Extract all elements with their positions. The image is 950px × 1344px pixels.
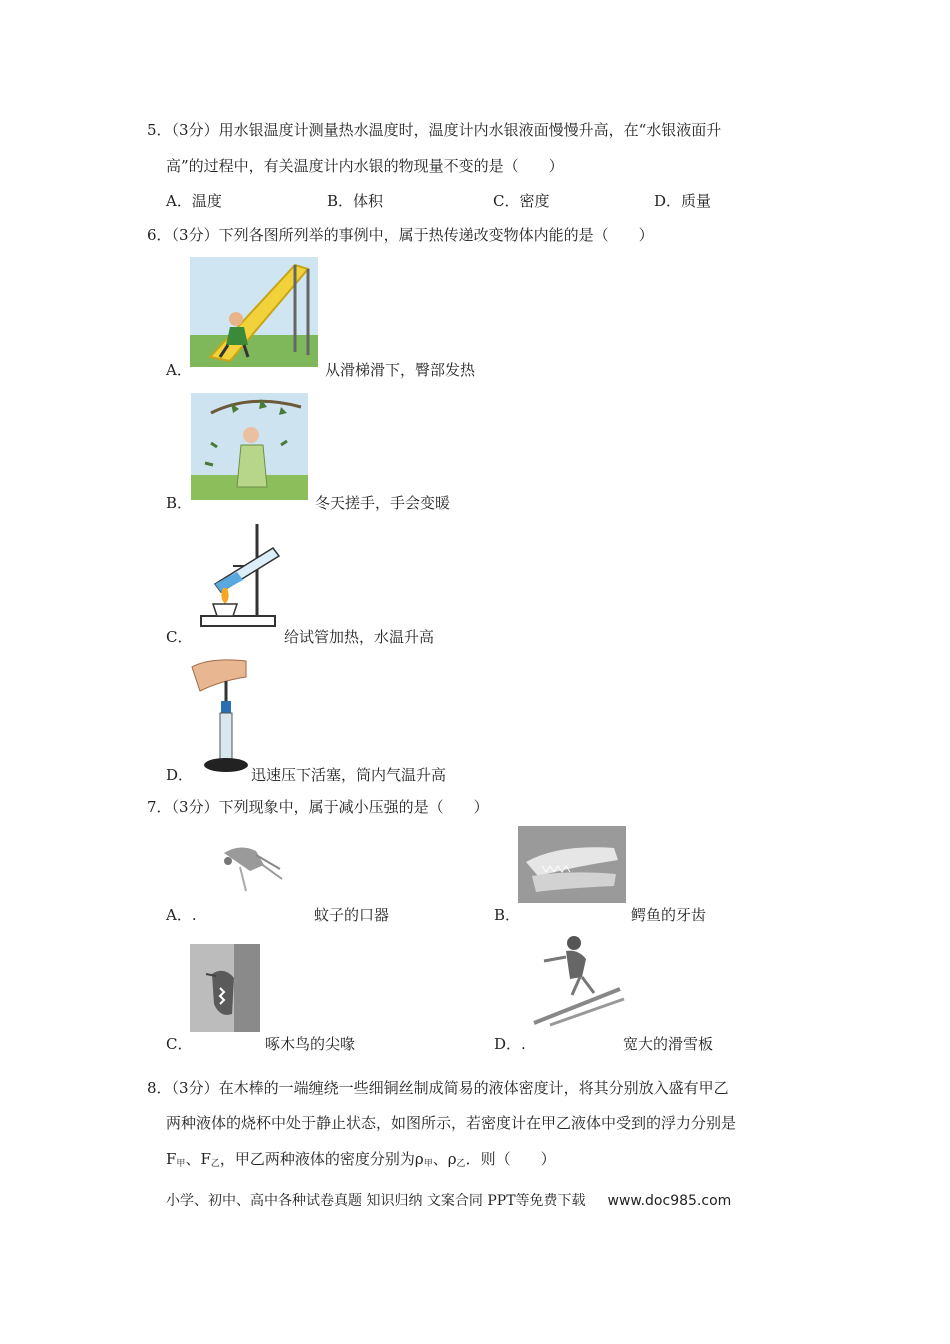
q8-line-1: 8．（3分）在木棒的一端缠绕一些细铜丝制成简易的液体密度计，将其分别放入盛有甲乙 bbox=[147, 1079, 729, 1097]
q7-stem: 7．（3分）下列现象中，属于减小压强的是（ ） bbox=[147, 798, 489, 816]
q8-line-2: 两种液体的烧杯中处于静止状态，如图所示，若密度计在甲乙液体中受到的浮力分别是 bbox=[166, 1114, 737, 1132]
q7-option-d-label: D．. bbox=[494, 1035, 526, 1053]
q7-option-c-label: C． bbox=[166, 1035, 193, 1053]
q7-option-c-text: 啄木鸟的尖喙 bbox=[265, 1035, 356, 1053]
q8-line-3: $F_甲$、$F_乙$，甲乙两种液体的密度分别为$\rho_甲$、$\rho_乙$．则（ ） bbox=[166, 1150, 556, 1169]
q5-option-d: D．质量 bbox=[654, 192, 712, 210]
rubbing-hands-icon bbox=[191, 393, 308, 500]
q7-option-a-text: 蚊子的口器 bbox=[314, 906, 390, 924]
crocodile-icon bbox=[518, 826, 626, 903]
skier-icon bbox=[530, 933, 626, 1029]
q5-line-1: 5．（3分）用水银温度计测量热水温度时，温度计内水银液面慢慢升高，在“水银液面升 bbox=[147, 121, 722, 139]
piston-cylinder-icon bbox=[190, 657, 250, 777]
test-tube-heating-icon bbox=[193, 522, 281, 632]
q6-option-b-text: 冬天搓手，手会变暖 bbox=[315, 494, 451, 512]
mosquito-icon bbox=[210, 835, 310, 905]
q6-stem: 6．（3分）下列各图所列举的事例中，属于热传递改变物体内能的是（ ） bbox=[147, 226, 654, 244]
slide-icon bbox=[190, 257, 318, 367]
footer-text: 小学、初中、高中各种试卷真题 知识归纳 文案合同 PPT等免费下载 bbox=[166, 1193, 586, 1209]
q7-option-b-text: 鳄鱼的牙齿 bbox=[631, 906, 707, 924]
q7-option-a-label: A．. bbox=[166, 906, 197, 924]
q5-option-c: C．密度 bbox=[493, 192, 550, 210]
woodpecker-icon bbox=[190, 944, 260, 1032]
q6-option-d-text: 迅速压下活塞，筒内气温升高 bbox=[251, 766, 447, 784]
q6-option-a-text: 从滑梯滑下，臀部发热 bbox=[325, 361, 476, 379]
q5-line-2: 高”的过程中，有关温度计内水银的物现量不变的是（ ） bbox=[166, 157, 564, 175]
q7-option-b-label: B． bbox=[494, 906, 521, 924]
footer-site-link[interactable]: www.doc985.com bbox=[607, 1193, 732, 1209]
q6-option-b-label: B． bbox=[166, 494, 193, 512]
page-footer bbox=[166, 1191, 731, 1211]
q6-option-a-label: A． bbox=[166, 361, 192, 379]
q7-option-d-text: 宽大的滑雪板 bbox=[623, 1035, 714, 1053]
q5-option-a: A．温度 bbox=[166, 192, 222, 210]
q6-option-d-label: D． bbox=[166, 766, 194, 784]
q5-option-b: B．体积 bbox=[327, 192, 384, 210]
q6-option-c-text: 给试管加热，水温升高 bbox=[284, 628, 435, 646]
q6-option-c-label: C． bbox=[166, 628, 193, 646]
